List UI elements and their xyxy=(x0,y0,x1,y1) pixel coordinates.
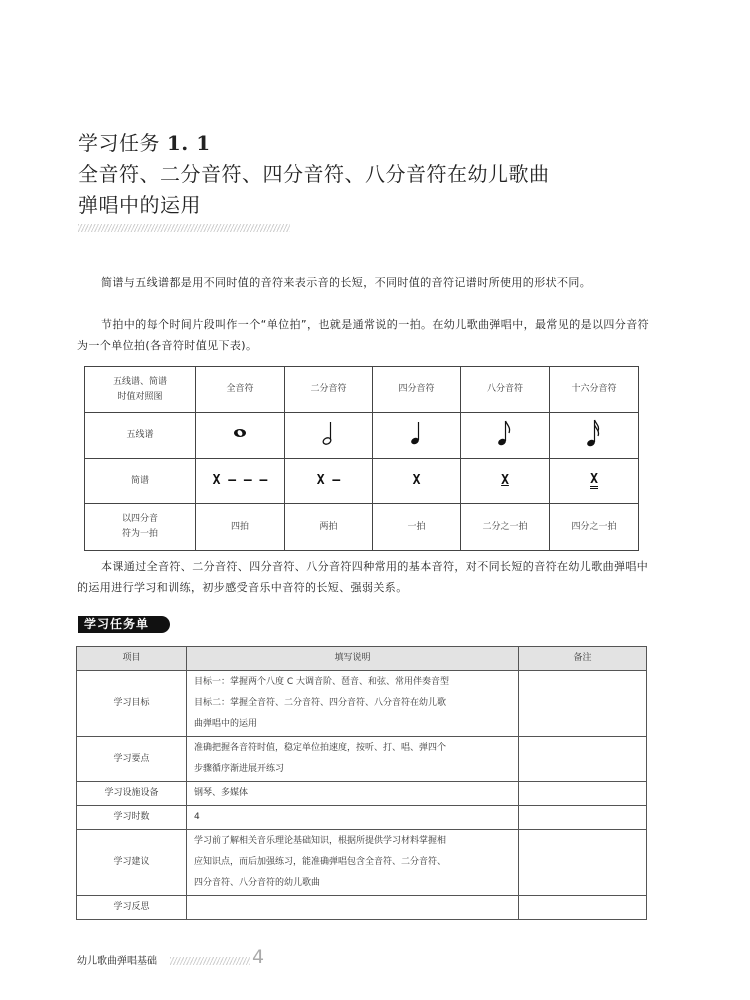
task-row-key-points xyxy=(77,737,647,782)
header-half-note: 二分音符 xyxy=(285,367,373,413)
beat-row-label xyxy=(85,504,196,551)
jianpu-whole: X — — — xyxy=(212,472,268,488)
staff-quarter-cell xyxy=(373,413,461,459)
note-table-staff-row xyxy=(85,413,639,459)
task-item-label: 学习要点 xyxy=(77,737,187,782)
task-sheet-badge: 学习任务单 xyxy=(78,616,170,633)
task-item-label: 学习设施设备 xyxy=(77,782,187,806)
task-remarks xyxy=(519,896,647,920)
staff-row-label: 五线谱 xyxy=(85,413,196,459)
corner-line-2: 时值对照图 xyxy=(117,391,163,402)
task-instructions xyxy=(187,671,519,737)
task-line: 目标二：掌握全音符、二分音符、四分音符、八分音符在幼儿歌 xyxy=(194,698,447,708)
paragraph-3-text: 本课通过全音符、二分音符、四分音符、八分音符四种常用的基本音符，对不同长短的音符在幼儿歌曲弹唱中的运用进行学习和训练，初步感受音乐中音符的长短、强弱关系。 xyxy=(77,560,649,594)
task-row-hours xyxy=(77,806,647,830)
task-line: 准确把握各音符时值，稳定单位拍速度，按听、打、唱、弹四个 xyxy=(194,743,447,753)
title-hatch-divider xyxy=(78,224,290,232)
beat-eighth: 二分之一拍 xyxy=(461,504,550,551)
header-item: 项目 xyxy=(77,647,187,671)
task-row-goals xyxy=(77,671,647,737)
task-line: 目标一：掌握两个八度 C 大调音阶、琶音、和弦、常用伴奏音型 xyxy=(194,677,450,687)
note-value-table xyxy=(84,366,639,551)
beat-sixteenth: 四分之一拍 xyxy=(550,504,639,551)
task-line: 应知识点，而后加强练习，能准确弹唱包含全音符、二分音符、 xyxy=(194,857,447,867)
title-line-2: 全音符、二分音符、四分音符、八分音符在幼儿歌曲 xyxy=(78,162,550,186)
task-line: 学习前了解相关音乐理论基础知识，根据所提供学习材料掌握相 xyxy=(194,836,447,846)
task-remarks xyxy=(519,830,647,896)
jianpu-row-label: 简谱 xyxy=(85,459,196,504)
header-sixteenth-note: 十六分音符 xyxy=(550,367,639,413)
task-row-suggestions xyxy=(77,830,647,896)
title-line-1 xyxy=(78,128,678,159)
page-number: 4 xyxy=(252,946,265,968)
note-table-jianpu-row xyxy=(85,459,639,504)
task-remarks xyxy=(519,671,647,737)
header-eighth-note: 八分音符 xyxy=(461,367,550,413)
task-remarks xyxy=(519,737,647,782)
paragraph-1-text: 简谱与五线谱都是用不同时值的音符来表示音的长短，不同时值的音符记谱时所使用的形状不同。 xyxy=(101,276,592,289)
half-note-icon xyxy=(322,420,336,446)
title-task-number: 1. 1 xyxy=(166,131,211,155)
paragraph-3 xyxy=(77,556,659,598)
paragraph-2-text: 节拍中的每个时间片段叫作一个“单位拍”，也就是通常说的一拍。在幼儿歌曲弹唱中，最常见的是以四分音符为一个单位拍(各音符时值见下表)。 xyxy=(77,318,649,352)
task-line: 曲弹唱中的运用 xyxy=(194,719,258,729)
task-table-header-row xyxy=(77,647,647,671)
task-row-equipment xyxy=(77,782,647,806)
corner-line-1: 五线谱、简谱 xyxy=(112,376,167,387)
task-instructions xyxy=(187,896,519,920)
jianpu-eighth: X xyxy=(501,472,509,488)
task-instructions xyxy=(187,737,519,782)
note-table-header-row xyxy=(85,367,639,413)
header-instructions: 填写说明 xyxy=(187,647,519,671)
task-item-label: 学习反思 xyxy=(77,896,187,920)
note-table-beat-row xyxy=(85,504,639,551)
beat-quarter: 一拍 xyxy=(373,504,461,551)
staff-sixteenth-cell xyxy=(550,413,639,459)
task-instructions xyxy=(187,806,519,830)
beat-label-line-1: 以四分音 xyxy=(121,514,158,524)
task-instructions xyxy=(187,782,519,806)
jianpu-sixteenth: X xyxy=(590,471,598,487)
task-line: 4 xyxy=(194,812,200,822)
paragraph-2 xyxy=(77,314,659,356)
beat-label-line-2: 符为一拍 xyxy=(121,529,158,539)
task-line: 步骤循序渐进展开练习 xyxy=(194,764,285,774)
footer-hatch-divider xyxy=(170,957,250,965)
eighth-note-icon xyxy=(497,419,513,447)
jianpu-quarter: X xyxy=(412,472,421,488)
task-row-reflection xyxy=(77,896,647,920)
task-remarks xyxy=(519,806,647,830)
task-remarks xyxy=(519,782,647,806)
staff-half-cell xyxy=(285,413,373,459)
quarter-note-icon xyxy=(410,420,424,446)
header-whole-note: 全音符 xyxy=(196,367,285,413)
header-quarter-note: 四分音符 xyxy=(373,367,461,413)
beat-whole: 四拍 xyxy=(196,504,285,551)
staff-eighth-cell xyxy=(461,413,550,459)
task-instructions xyxy=(187,830,519,896)
note-table-corner xyxy=(85,367,196,413)
whole-note-icon xyxy=(232,427,248,439)
task-line: 钢琴、多媒体 xyxy=(194,788,249,798)
task-item-label: 学习建议 xyxy=(77,830,187,896)
beat-half: 两拍 xyxy=(285,504,373,551)
sixteenth-note-icon xyxy=(586,418,602,448)
title-task-label: 学习任务 xyxy=(78,131,160,155)
footer-book-title: 幼儿歌曲弹唱基础 xyxy=(77,956,157,967)
title-line-3: 弹唱中的运用 xyxy=(78,193,201,217)
task-item-label: 学习时数 xyxy=(77,806,187,830)
task-item-label: 学习目标 xyxy=(77,671,187,737)
jianpu-half: X — xyxy=(316,472,341,488)
staff-whole-cell xyxy=(196,413,285,459)
task-line: 四分音符、八分音符的幼儿歌曲 xyxy=(194,878,321,888)
task-sheet-table xyxy=(76,646,647,920)
header-remarks: 备注 xyxy=(519,647,647,671)
lesson-title xyxy=(78,128,678,221)
paragraph-1 xyxy=(77,272,659,293)
